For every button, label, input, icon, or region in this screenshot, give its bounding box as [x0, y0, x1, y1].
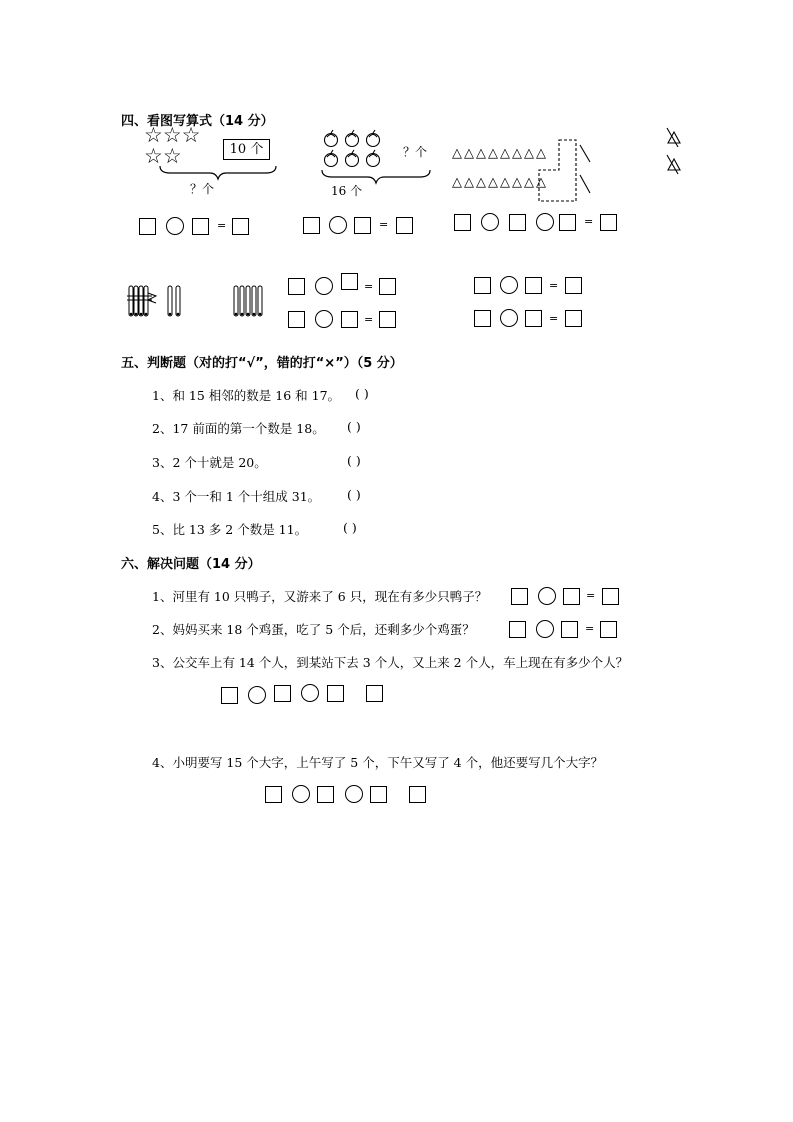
equals-sign: =	[364, 280, 374, 293]
answer-box[interactable]	[192, 218, 209, 235]
answer-box[interactable]	[379, 311, 396, 328]
answer-parentheses[interactable]: ( )	[343, 520, 357, 535]
problem-item: 3、公交车上有 14 个人，到某站下去 3 个人，又上来 2 个人，车上现在有多少个人？	[152, 655, 629, 670]
answer-box[interactable]	[232, 218, 249, 235]
equals-sign: =	[549, 312, 559, 325]
operator-circle[interactable]	[166, 217, 184, 235]
answer-box[interactable]	[511, 588, 528, 605]
equals-sign: =	[584, 215, 594, 228]
answer-box[interactable]	[563, 588, 580, 605]
answer-box[interactable]	[221, 687, 238, 704]
question-total-label: ？个	[190, 182, 215, 196]
problem-item: 1、河里有 10 只鸭子，又游来了 6 只，现在有多少只鸭子？	[152, 589, 488, 604]
answer-box[interactable]	[525, 310, 542, 327]
answer-box[interactable]	[366, 685, 383, 702]
answer-box[interactable]	[509, 214, 526, 231]
answer-box[interactable]	[561, 621, 578, 638]
brace-icon	[158, 164, 278, 182]
equals-sign: =	[217, 219, 227, 232]
equals-sign: =	[586, 589, 596, 602]
answer-box[interactable]	[341, 273, 358, 290]
answer-box[interactable]	[265, 786, 282, 803]
answer-parentheses[interactable]: ( )	[347, 453, 361, 468]
answer-box[interactable]	[565, 277, 582, 294]
problem-item: 4、小明要写 15 个大字，上午写了 5 个，下午又写了 4 个，他还要写几个大字？	[152, 755, 604, 770]
apple-question-label: ？个	[403, 145, 428, 159]
operator-circle[interactable]	[315, 277, 333, 295]
dashed-selection-icon	[538, 139, 578, 203]
answer-box[interactable]	[600, 214, 617, 231]
answer-box[interactable]	[288, 278, 305, 295]
operator-circle[interactable]	[345, 785, 363, 803]
answer-box[interactable]	[509, 621, 526, 638]
answer-box[interactable]	[565, 310, 582, 327]
star-icon: ☆☆☆	[144, 123, 201, 147]
operator-circle[interactable]	[292, 785, 310, 803]
answer-box[interactable]	[354, 217, 371, 234]
stick-bundle-icon	[126, 284, 188, 320]
section4-heading: 四、看图写算式（14 分）	[121, 114, 274, 129]
operator-circle[interactable]	[315, 310, 333, 328]
answer-box[interactable]	[288, 311, 305, 328]
operator-circle[interactable]	[500, 309, 518, 327]
answer-box[interactable]	[525, 277, 542, 294]
known-count-box: 10 个	[223, 139, 270, 160]
answer-box[interactable]	[559, 214, 576, 231]
apple-known-label: 16 个	[331, 184, 363, 198]
operator-circle[interactable]	[481, 213, 499, 231]
problem-item: 2、妈妈买来 18 个鸡蛋，吃了 5 个后，还剩多少个鸡蛋？	[152, 622, 475, 637]
answer-box[interactable]	[274, 685, 291, 702]
section5-heading: 五、判断题（对的打“√”，错的打“×”）（5 分）	[121, 356, 403, 371]
answer-parentheses[interactable]: ( )	[347, 419, 361, 434]
equals-sign: =	[585, 622, 595, 635]
operator-circle[interactable]	[536, 213, 554, 231]
equals-sign: =	[379, 218, 389, 231]
triangle-icon: △△△△△△△△	[452, 146, 548, 161]
operator-circle[interactable]	[538, 587, 556, 605]
answer-box[interactable]	[602, 588, 619, 605]
answer-box[interactable]	[396, 217, 413, 234]
crossed-triangle-icon	[578, 142, 594, 197]
answer-box[interactable]	[327, 685, 344, 702]
equals-sign: =	[549, 279, 559, 292]
operator-circle[interactable]	[329, 216, 347, 234]
operator-circle[interactable]	[500, 276, 518, 294]
answer-box[interactable]	[303, 217, 320, 234]
answer-box[interactable]	[317, 786, 334, 803]
answer-box[interactable]	[409, 786, 426, 803]
operator-circle[interactable]	[536, 620, 554, 638]
equals-sign: =	[364, 313, 374, 326]
section6-heading: 六、解决问题（14 分）	[121, 557, 261, 572]
star-icon: ☆☆	[144, 144, 182, 168]
answer-box[interactable]	[379, 278, 396, 295]
answer-box[interactable]	[341, 311, 358, 328]
answer-box[interactable]	[600, 621, 617, 638]
judge-item: 4、3 个一和 1 个十组成 31。	[152, 489, 321, 504]
judge-item: 5、比 13 多 2 个数是 11。	[152, 522, 308, 537]
apple-icon	[322, 128, 384, 170]
crossed-triangle-icon	[664, 126, 684, 176]
judge-item: 1、和 15 相邻的数是 16 和 17。	[152, 388, 341, 403]
triangle-icon: △△△△△△△△	[452, 175, 548, 190]
answer-box[interactable]	[474, 310, 491, 327]
answer-box[interactable]	[370, 786, 387, 803]
operator-circle[interactable]	[301, 684, 319, 702]
stick-icon	[231, 284, 263, 320]
operator-circle[interactable]	[248, 686, 266, 704]
answer-box[interactable]	[139, 218, 156, 235]
judge-item: 2、17 前面的第一个数是 18。	[152, 421, 325, 436]
answer-parentheses[interactable]: ( )	[347, 487, 361, 502]
judge-item: 3、2 个十就是 20。	[152, 455, 267, 470]
answer-parentheses[interactable]: ( )	[355, 386, 369, 401]
answer-box[interactable]	[474, 277, 491, 294]
answer-box[interactable]	[454, 214, 471, 231]
